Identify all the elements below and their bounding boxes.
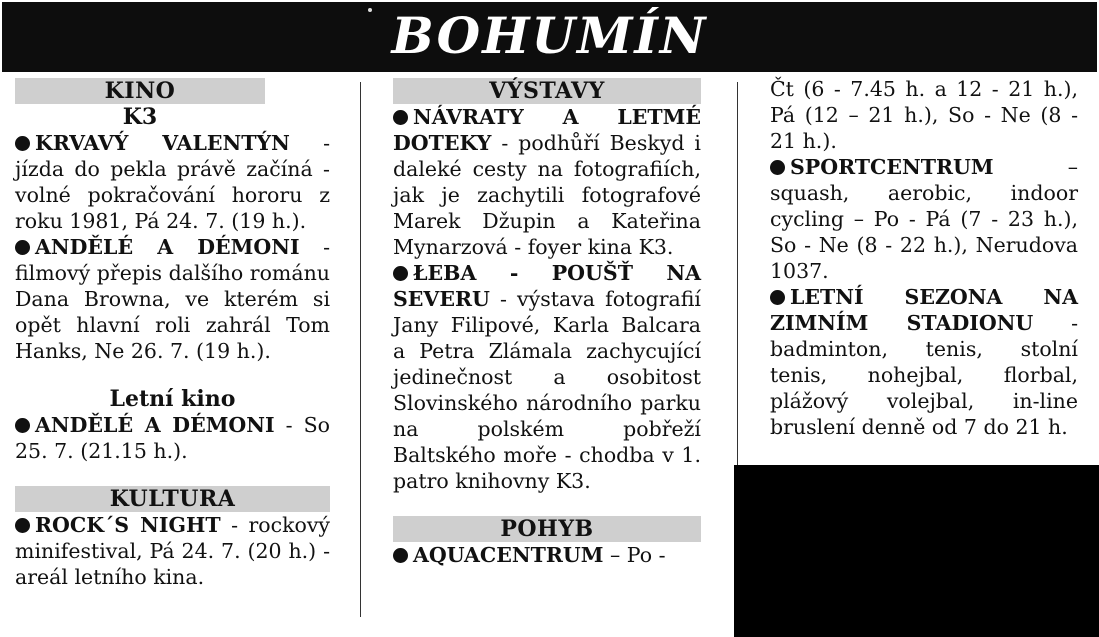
listing-title: ROCK´S NIGHT [35,513,221,537]
column-cinema-culture [15,76,330,590]
bullet-icon [15,136,30,151]
listing-title: ANDĚLÉ A DÉMONI [35,413,275,437]
listing-title: LETNÍ SEZONA NA ZIMNÍM STADIONU [770,285,1078,335]
column-exhibitions-sport [393,76,701,568]
section-head-pohyb: POHYB [393,516,701,542]
bullet-icon [393,266,408,281]
bullet-icon [15,240,30,255]
bullet-icon [770,290,785,305]
listing-leba [393,260,701,494]
listing-aquacentrum [393,542,701,568]
listing-text: - jízda do pekla právě začíná - volné pokračování hororu z roku 1981, Pá 24. 7. (19 h.). [15,131,330,233]
listing-title: ŁEBA - POUŠŤ NA SEVERU [393,261,701,311]
section-head-vystavy: VÝSTAVY [393,78,701,104]
listing-navraty [393,104,701,260]
listing-aquacentrum-continued: Čt (6 - 7.45 h. a 12 - 21 h.), Pá (12 – 21 h.), So - Ne (8 - 21 h.). [770,77,1078,153]
listing-title: SPORTCENTRUM [790,155,994,179]
listing-text: - rockový minifestival, Pá 24. 7. (20 h.) - areál letního kina. [15,513,330,589]
listing-title: NÁVRATY A LETMÉ DOTEKY [393,105,701,155]
listing-text: - badminton, tenis, stolní tenis, nohejbal, florbal, plážový volejbal, in-line bruslení denně od 7 do 21 h. [770,311,1078,439]
listing-text: - So 25. 7. (21.15 h.). [15,413,330,463]
listing-andele-a-demoni-letni [15,412,330,464]
column-divider-1 [360,82,361,617]
page-title: BOHUMÍN [391,6,708,65]
listing-text: - filmový přepis dalšího románu Dana Browna, ve kterém si opět hlavní roli zahrál Tom Hanks, Ne 26. 7. (19 h.). [15,235,330,363]
listing-text: – Po - [603,543,666,567]
subhead-letni-kino: Letní kino [109,386,236,412]
bullet-icon [15,518,30,533]
bullet-icon [15,418,30,433]
bullet-icon [393,548,408,563]
listing-sportcentrum [770,154,1078,284]
listing-text: - výstava fotografií Jany Filipové, Karla Balcara a Petra Zlámala zachycující jedinečnost a osobitost Slovinského národního parku na polském pobřeží Baltského moře - chodba v 1. patro knihovny K3. [393,287,701,493]
listing-andele-a-demoni [15,234,330,364]
section-head-kino: KINO [15,78,265,104]
subhead-k3: K3 [122,104,158,130]
listing-krvavy-valentyn [15,130,330,234]
black-corner-block [734,465,1099,637]
bullet-icon [770,160,785,175]
listing-text: – squash, aerobic, indoor cycling – Po - Pá (7 - 23 h.), So - Ne (8 - 22 h.), Nerudova 1037. [770,155,1078,283]
listing-title: AQUACENTRUM [413,543,604,567]
column-sport-continued [770,76,1078,440]
listing-letni-sezona [770,284,1078,440]
masthead-banner [2,2,1097,72]
listing-rocks-night [15,512,330,590]
bullet-icon [393,110,408,125]
listing-title: KRVAVÝ VALENTÝN [35,131,290,155]
listing-text: - podhůří Beskyd i daleké cesty na fotografiích, jak je zachytili fotografové Marek Džupin a Kateřina Mynarzová - foyer kina K3. [393,131,701,259]
section-head-kultura: KULTURA [15,486,330,512]
column-divider-2 [737,82,738,467]
listing-title: ANDĚLÉ A DÉMONI [35,235,300,259]
